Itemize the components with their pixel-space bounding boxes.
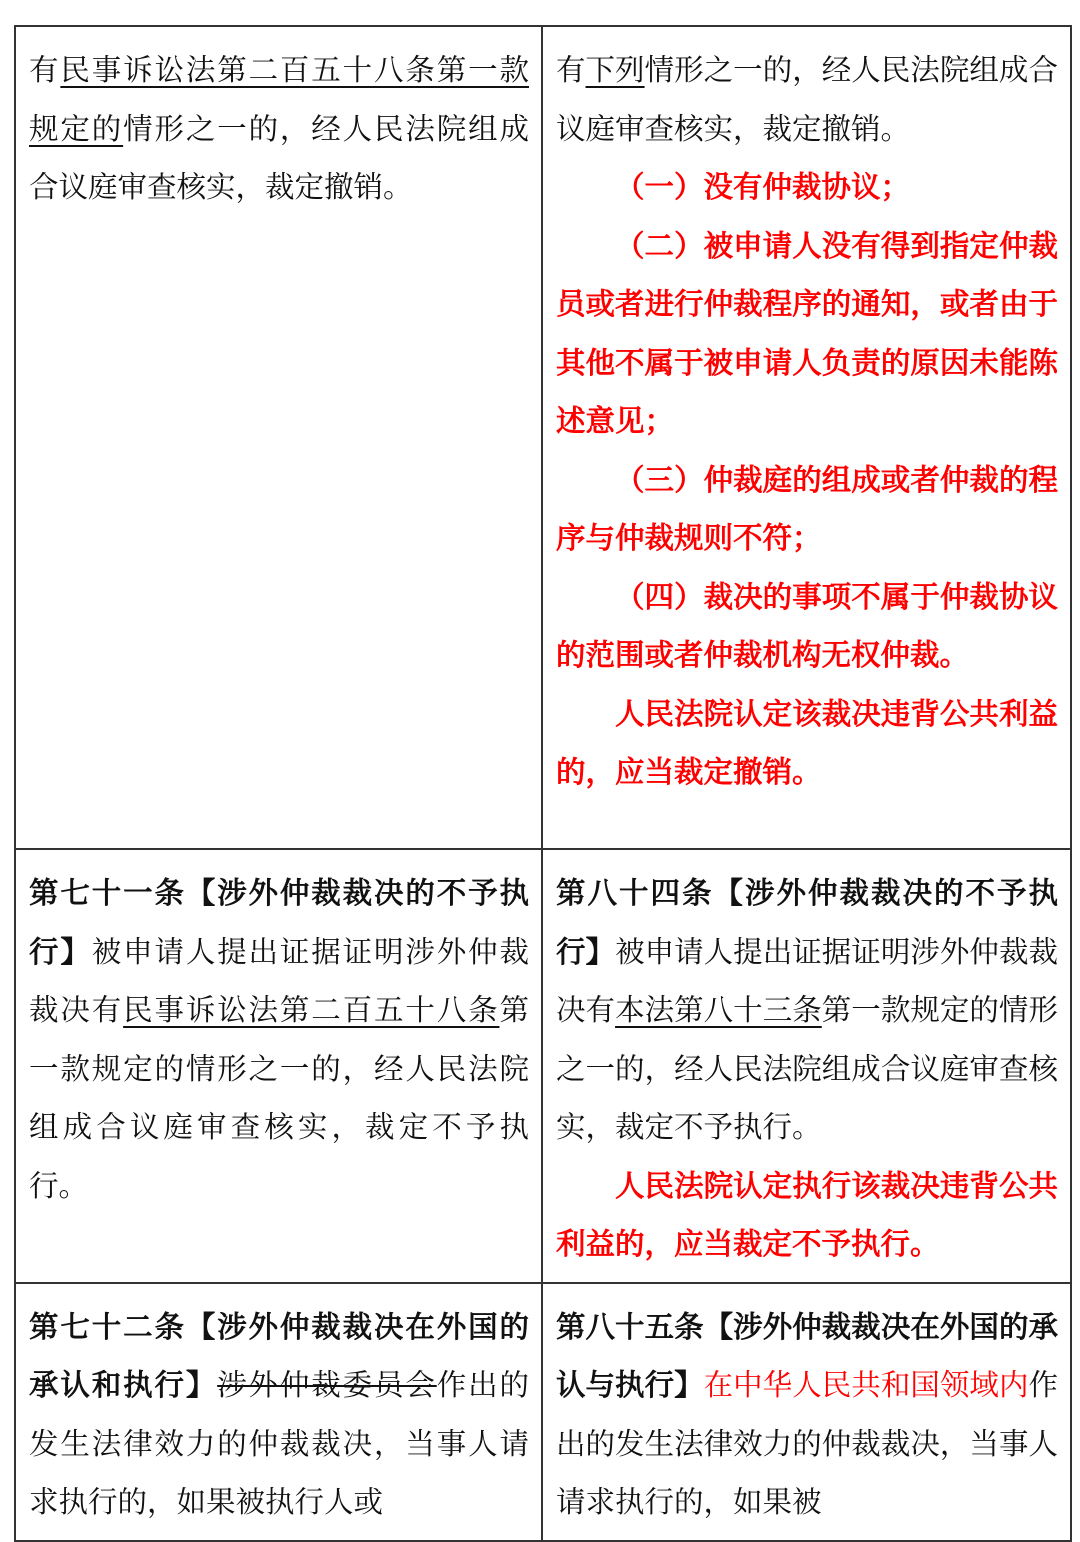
new-text: 情形之一的，经人民法院组成合议庭审查核实，裁定撤销。 bbox=[556, 53, 1058, 146]
new-text: 作出的发生法律效力的仲裁裁决，当事人请求执行的，如果被 bbox=[556, 1368, 1058, 1519]
old-text: 第一款规定的情形之一的，经人民法院组成合议庭审查核实，裁定不予执行。 bbox=[29, 993, 529, 1203]
article-title: 第七十一条【涉外仲裁裁决的不予执行】 bbox=[29, 875, 529, 969]
old-text-cell bbox=[15, 1283, 542, 1541]
added-item: （四）裁决的事项不属于仲裁协议的范围或者仲裁机构无权仲裁。 bbox=[556, 578, 1058, 672]
article-title: 第八十四条【涉外仲裁裁决的不予执行】 bbox=[556, 875, 1058, 969]
added-text: 在中华人民共和国领域内 bbox=[703, 1368, 1029, 1402]
underlined-reference: 本法第八十三条 bbox=[615, 993, 822, 1027]
new-text-cell bbox=[542, 26, 1071, 849]
underlined-reference: 下列 bbox=[585, 53, 645, 87]
old-text: 有 bbox=[29, 53, 61, 87]
article-title: 第七十二条【涉外仲裁裁决在外国的承认和执行】 bbox=[29, 1308, 529, 1402]
article-title: 第八十五条【涉外仲裁裁决在外国的承认与执行】 bbox=[556, 1308, 1058, 1402]
new-text-cell bbox=[542, 849, 1071, 1283]
new-text-cell bbox=[542, 1283, 1071, 1541]
new-text: 有 bbox=[556, 53, 586, 87]
old-text-cell bbox=[15, 26, 542, 849]
old-text: 作出的发生法律效力的仲裁裁决，当事人请求执行的，如果被执行人或 bbox=[29, 1368, 529, 1519]
table-row bbox=[15, 849, 1071, 1283]
old-text: 被申请人提出证据证明涉外仲裁裁决有 bbox=[29, 934, 529, 1027]
added-public-interest-clause: 人民法院认定执行该裁决违背公共利益的，应当裁定不予执行。 bbox=[556, 1167, 1058, 1261]
added-item: （三）仲裁庭的组成或者仲裁的程序与仲裁规则不符； bbox=[556, 461, 1058, 555]
old-text: 情形之一的，经人民法院组成合议庭审查核实，裁定撤销。 bbox=[29, 111, 529, 204]
added-public-interest-clause: 人民法院认定该裁决违背公共利益的，应当裁定撤销。 bbox=[556, 695, 1058, 789]
law-comparison-table bbox=[14, 25, 1072, 1542]
added-item: （一）没有仲裁协议； bbox=[615, 169, 911, 204]
underlined-reference: 民事诉讼法第二百五十八条 bbox=[123, 993, 500, 1027]
added-item: （二）被申请人没有得到指定仲裁员或者进行仲裁程序的通知，或者由于其他不属于被申请人负责的原因未能陈述意见； bbox=[556, 227, 1058, 438]
deleted-text: 涉外仲裁委员会 bbox=[217, 1368, 437, 1402]
new-text: 第一款规定的情形之一的，经人民法院组成合议庭审查核实，裁定不予执行。 bbox=[556, 993, 1058, 1144]
new-text: 被申请人提出证据证明涉外仲裁裁决有 bbox=[556, 934, 1058, 1027]
table-row bbox=[15, 1283, 1071, 1541]
table-row bbox=[15, 26, 1071, 849]
underlined-reference: 民事诉讼法第二百五十八条第一款规定的 bbox=[29, 53, 529, 146]
old-text-cell bbox=[15, 849, 542, 1283]
